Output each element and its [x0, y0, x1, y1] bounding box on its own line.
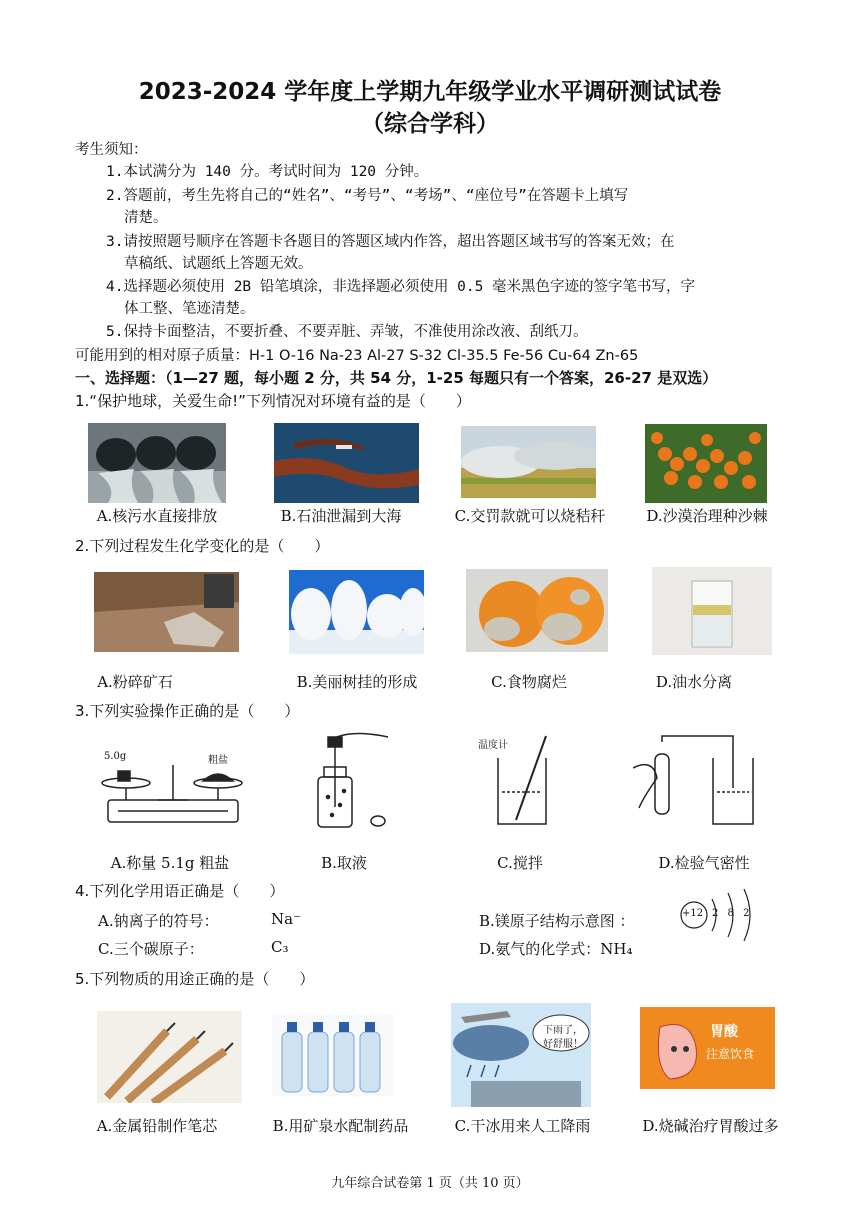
thermometer-label: 温度计 [478, 740, 508, 751]
photo-rotten-oranges [466, 569, 608, 652]
nucleus-label: +12 [682, 908, 704, 919]
question-5-stem: 5.下列物质的用途正确的是（ ） [75, 970, 315, 988]
q5-option-b: B.用矿泉水配制药品 [272, 1117, 409, 1135]
question-2-stem: 2.下列过程发生化学变化的是（ ） [75, 537, 330, 555]
notice-item-3-cont: 草稿纸、试题纸上答题无效。 [124, 256, 313, 272]
q1-option-c: C.交罚款就可以烧秸秆 [454, 507, 606, 525]
diagram-airtightness-check [633, 728, 758, 833]
q2-option-c: C.食物腐烂 [491, 673, 567, 691]
notice-item-2: 2.答题前，考生先将自己的“姓名”、“考号”、“考场”、“座位号”在答题卡上填写 [106, 188, 629, 204]
shells-label: 2 8 2 [712, 908, 750, 919]
sign-text-1: 胃酸 [710, 1024, 738, 1040]
diagram-stirring-beaker [476, 730, 556, 830]
q3-option-b: B.取液 [321, 854, 367, 872]
speech-bubble-line-1: 下雨了， [543, 1025, 583, 1036]
q3-option-d: D.检验气密性 [658, 854, 750, 872]
diagram-mg-atom [676, 885, 771, 945]
notice-item-5: 5.保持卡面整洁，不要折叠、不要弄脏、弄皱，不准使用涂改液、刮纸刀。 [106, 324, 588, 340]
q1-option-a: A.核污水直接排放 [96, 507, 218, 525]
q2-option-d: D.油水分离 [655, 673, 733, 691]
speech-bubble-line-2: 好舒服！ [543, 1039, 583, 1050]
q4-option-b-label: B.镁原子结构示意图 ： [479, 912, 635, 930]
q4-option-a-label: A.钠离子的符号： [98, 912, 219, 930]
exam-subtitle: （综合学科） [361, 111, 499, 137]
photo-burning-straw [461, 426, 596, 498]
photo-water-bottles [272, 1014, 394, 1096]
photo-oil-water-glass [652, 567, 772, 655]
q3-option-c: C.搅拌 [497, 854, 543, 872]
notice-item-4-cont: 体工整、笔迹清楚。 [124, 301, 255, 317]
q1-option-d: D.沙漠治理种沙棘 [646, 507, 768, 525]
weight-label: 5.0g [104, 751, 127, 762]
q4-option-c-value: C₃ [271, 938, 289, 956]
q5-option-a: A.金属铅制作笔芯 [96, 1117, 218, 1135]
notice-item-2-cont: 清楚。 [124, 210, 168, 226]
page-footer: 九年综合试卷第 1 页（共 10 页） [331, 1176, 529, 1191]
q1-option-b: B.石油泄漏到大海 [280, 507, 402, 525]
q4-option-d: D.氨气的化学式：NH₄ [479, 940, 633, 958]
q2-option-a: A.粉碎矿石 [97, 673, 173, 691]
q5-option-d: D.烧碱治疗胃酸过多 [642, 1117, 779, 1135]
section-heading: 一、选择题：（1—27 题，每小题 2 分，共 54 分，1-25 每题只有一个答案，26-27 是双选） [75, 369, 718, 387]
photo-pencils [97, 1011, 242, 1103]
question-4-stem: 4.下列化学用语正确是（ ） [75, 882, 285, 900]
q3-option-a: A.称量 5.1g 粗盐 [110, 854, 230, 872]
photo-rime-trees [289, 570, 424, 654]
notice-item-3: 3.请按照题号顺序在答题卡各题目的答题区域内作答，超出答题区域书写的答案无效；在 [106, 234, 675, 250]
photo-crushing-ore [94, 572, 239, 652]
photo-oil-spill [274, 423, 419, 503]
notice-heading: 考生须知： [75, 142, 148, 158]
photo-sea-buckthorn [645, 424, 767, 503]
diagram-dropper-bottle [312, 727, 392, 833]
illustration-stomach-acid [640, 1007, 775, 1089]
notice-item-1: 1.本试满分为 140 分。考试时间为 120 分钟。 [106, 164, 429, 180]
salt-label: 粗盐 [208, 755, 228, 766]
atomic-masses: 可能用到的相对原子质量：H-1 O-16 Na-23 Al-27 S-32 Cl-35.5 Fe-56 Cu-64 Zn-65 [75, 348, 639, 364]
sign-text-2: 注意饮食 [706, 1047, 755, 1061]
diagram-balance [98, 745, 248, 835]
question-1-stem: 1.“保护地球，关爱生命!”下列情况对环境有益的是（ ） [75, 392, 471, 410]
notice-item-4: 4.选择题必须使用 2B 铅笔填涂，非选择题必须使用 0.5 毫米黑色字迹的签字笔书写，字 [106, 279, 696, 295]
q4-option-c-label: C.三个碳原子： [98, 940, 204, 958]
q2-option-b: B.美丽树挂的形成 [296, 673, 418, 691]
exam-title: 2023-2024 学年度上学期九年级学业水平调研测试试卷 [138, 79, 722, 105]
q5-option-c: C.干冰用来人工降雨 [454, 1117, 591, 1135]
q4-option-a-value: Na⁻ [271, 910, 301, 928]
illustration-artificial-rain [451, 1003, 591, 1107]
photo-sewage-pipes [88, 423, 226, 503]
question-3-stem: 3.下列实验操作正确的是（ ） [75, 702, 300, 720]
